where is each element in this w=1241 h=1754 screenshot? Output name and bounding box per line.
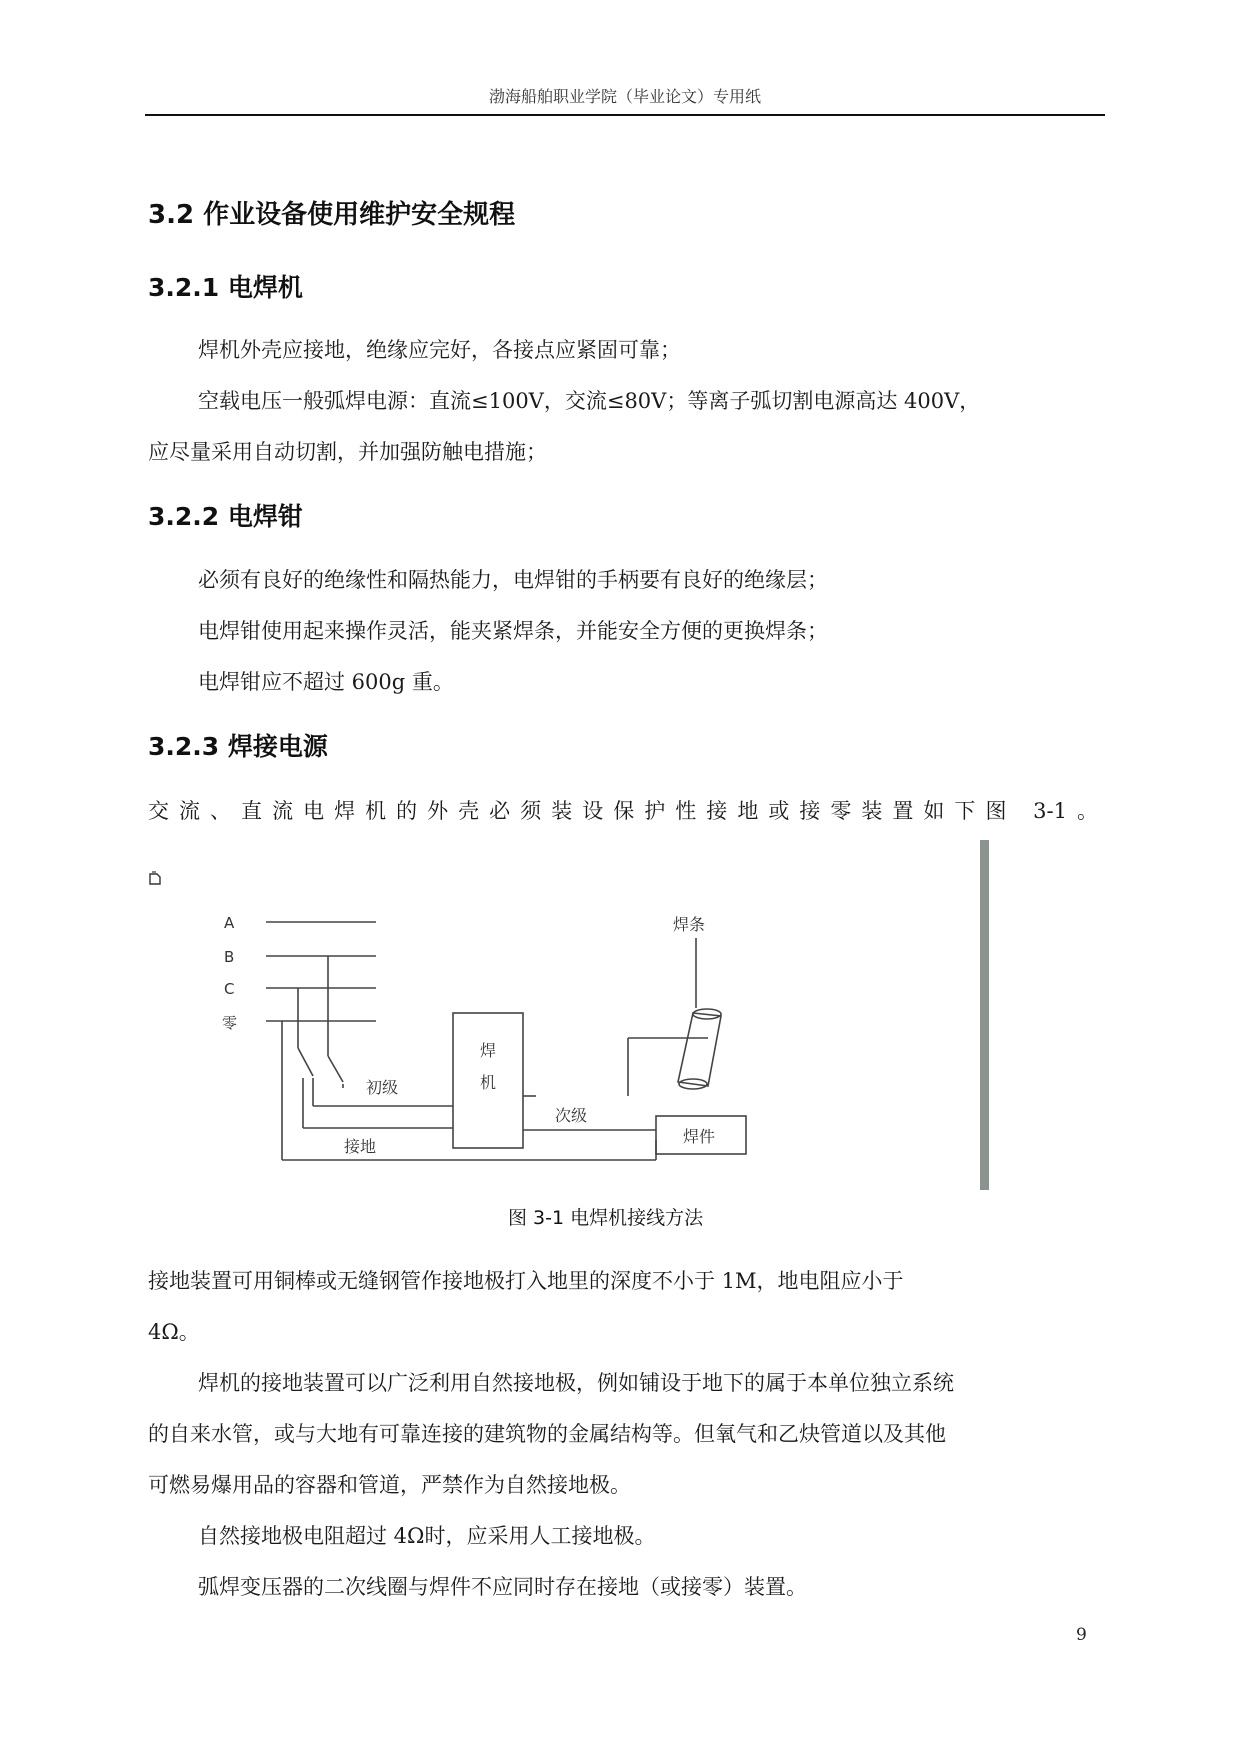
paragraph: 可燃易爆用品的容器和管道，严禁作为自然接地极。: [148, 1473, 631, 1497]
phase-c-label: C: [224, 980, 235, 998]
paragraph: 的自来水管，或与大地有可靠连接的建筑物的金属结构等。但氧气和乙炔管道以及其他: [148, 1422, 946, 1446]
welder-wiring-diagram: [148, 838, 993, 1198]
paragraph: 必须有良好的绝缘性和隔热能力，电焊钳的手柄要有良好的绝缘层；: [198, 568, 828, 592]
figure-border-bar: [980, 840, 989, 1190]
phase-a-label: A: [224, 914, 235, 932]
paragraph: 接地装置可用铜棒或无缝钢管作接地极打入地里的深度不小于 1M，地电阻应小于: [148, 1269, 904, 1293]
subsection-3-2-2-title: 3.2.2 电焊钳: [148, 502, 303, 531]
paragraph: 交流、直流电焊机的外壳必须装设保护性接地或接零装置如下图 3-1。: [148, 799, 1098, 823]
section-title: 3.2 作业设备使用维护安全规程: [148, 200, 516, 230]
welder-label-1: 焊: [480, 1041, 497, 1060]
ground-label: 接地: [344, 1137, 377, 1156]
paragraph: 电焊钳使用起来操作灵活，能夹紧焊条，并能安全方便的更换焊条；: [198, 619, 828, 643]
page-header: 渤海船舶职业学院（毕业论文）专用纸: [488, 87, 761, 106]
workpiece-label: 焊件: [683, 1127, 716, 1146]
paragraph: 应尽量采用自动切割，并加强防触电措施；: [148, 440, 547, 464]
paragraph: 焊机外壳应接地，绝缘应完好，各接点应紧固可靠；: [198, 338, 681, 362]
neutral-label: 零: [222, 1014, 238, 1032]
paragraph: 电焊钳应不超过 600g 重。: [198, 670, 454, 694]
subsection-3-2-3-title: 3.2.3 焊接电源: [148, 732, 328, 761]
electrode-label: 焊条: [673, 915, 706, 934]
header-rule: [145, 114, 1105, 116]
subsection-3-2-1-title: 3.2.1 电焊机: [148, 273, 303, 302]
paragraph: 空载电压一般弧焊电源：直流≤100V，交流≤80V；等离子弧切割电源高达 400V，: [198, 389, 981, 413]
paragraph: 4Ω。: [148, 1320, 200, 1344]
paragraph: 自然接地极电阻超过 4Ω时，应采用人工接地极。: [198, 1524, 656, 1548]
page-number: 9: [1076, 1625, 1087, 1645]
phase-b-label: B: [224, 948, 235, 966]
paragraph: 弧焊变压器的二次线圈与焊件不应同时存在接地（或接零）装置。: [198, 1575, 807, 1599]
welder-label-2: 机: [480, 1073, 497, 1092]
figure-caption: 图 3-1 电焊机接线方法: [508, 1207, 704, 1229]
paragraph: 焊机的接地装置可以广泛利用自然接地极，例如铺设于地下的属于本单位独立系统: [198, 1371, 954, 1395]
primary-label: 初级: [366, 1078, 399, 1097]
secondary-label: 次级: [555, 1106, 588, 1125]
